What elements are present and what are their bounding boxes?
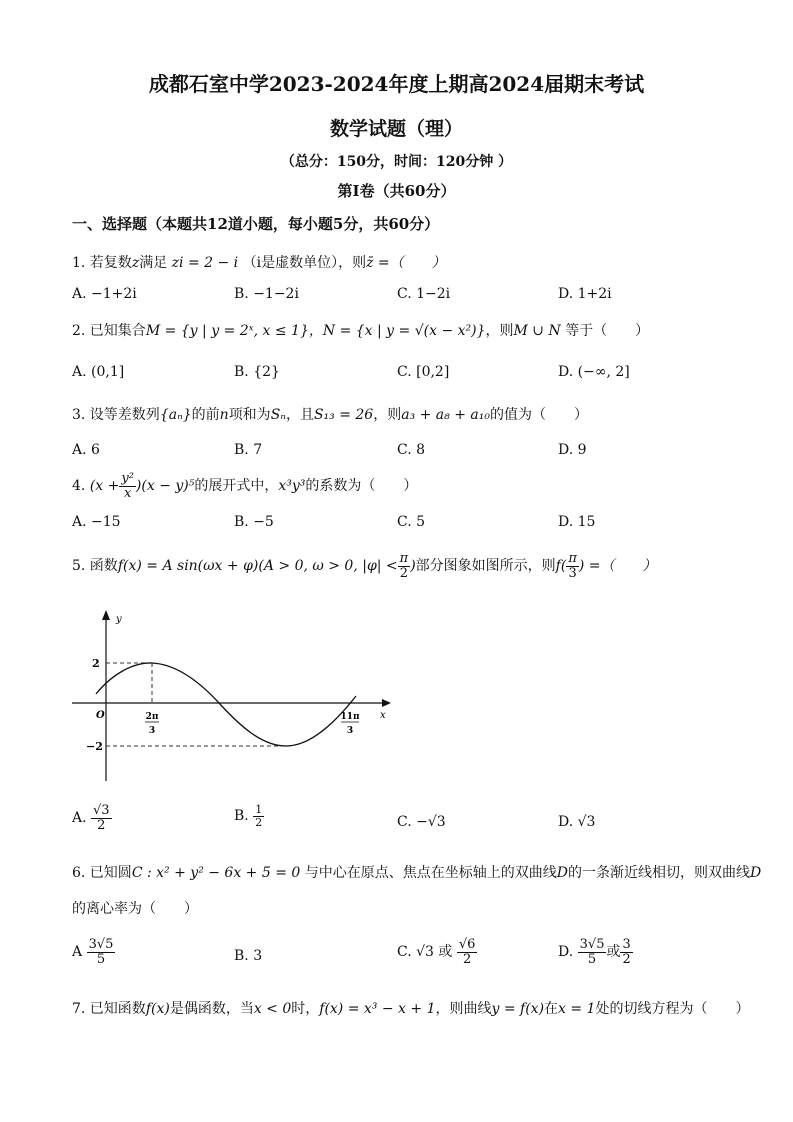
q6-option-c	[397, 938, 477, 966]
q4-expr-prefix: (x +	[89, 478, 120, 495]
q5-cond-a: (A > 0, ω > 0, |φ| <	[258, 558, 398, 575]
q5-cond-b: )	[410, 558, 416, 575]
q4-frac-den: x	[123, 485, 132, 501]
q4-frac-num: y²	[121, 471, 134, 486]
q5-ask-fraction	[566, 552, 579, 580]
q5-sine-curve	[96, 663, 356, 746]
q3-option-a: A. 6	[72, 442, 100, 458]
q6-option-d-prefix: D.	[558, 944, 574, 961]
q3-text-e: ，则	[373, 407, 402, 423]
q5-option-d: D. √3	[558, 814, 596, 830]
q1-option-c: C. 1−2i	[397, 286, 451, 302]
question-5	[72, 552, 657, 580]
q5-y-max-label: 2	[92, 657, 100, 670]
q6-option-a-fraction	[87, 938, 116, 966]
q1-option-a: A. −1+2i	[72, 286, 137, 302]
exam-part: 第Ⅰ卷（共60分）	[337, 182, 456, 200]
q5-option-b	[234, 804, 264, 828]
q6-option-d-den-2: 2	[622, 951, 631, 967]
q3-condition: S₁₃ = 26	[313, 407, 374, 423]
q6-option-d-den-1: 5	[587, 951, 597, 967]
q6-option-d-fraction-2	[620, 938, 632, 966]
q5-x1-den: 3	[148, 726, 156, 736]
q2-option-d: D. (−∞, 2]	[558, 364, 630, 380]
question-3	[72, 404, 588, 424]
exam-subject: 数学试题（理）	[329, 118, 463, 140]
q5-x-axis-label: x	[380, 710, 386, 721]
q5-option-b-prefix: B.	[234, 808, 249, 825]
q7-fx: f(x)	[145, 1001, 170, 1017]
q7-definition: f(x) = x³ − x + 1	[319, 1001, 436, 1017]
q6-line-2: 的离心率为（ ）	[72, 901, 198, 917]
q6-option-d-num-1: 3√5	[579, 937, 605, 952]
q7-condition: x < 0	[253, 1001, 292, 1017]
q7-text-d: ，则曲线	[435, 1001, 492, 1017]
q6-option-c-fraction	[457, 938, 478, 966]
q6-d2: D	[750, 865, 762, 881]
q3-text-f: 的值为（ ）	[489, 407, 588, 423]
q7-point: x = 1	[558, 1001, 596, 1017]
q4-option-a: A. −15	[72, 514, 121, 530]
q1-option-d: D. 1+2i	[558, 286, 612, 302]
q5-text-b: 部分图象如图所示，则	[415, 558, 556, 575]
q2-text-b: ，则	[485, 323, 514, 339]
q6-text-b: 与中心在原点、焦点在坐标轴上的双曲线	[304, 865, 557, 881]
q6-d1: D	[556, 865, 568, 881]
q2-option-b: B. {2}	[234, 364, 280, 380]
q1-text-c: （i是虚数单位），则	[242, 255, 367, 271]
q5-function: f(x) = A sin(ωx + φ)	[117, 558, 259, 575]
q5-option-a-prefix: A.	[72, 810, 87, 827]
question-2	[72, 320, 649, 340]
q3-option-d: D. 9	[558, 442, 587, 458]
q7-text-b: 是偶函数，当	[169, 1001, 254, 1017]
q4-term: x³y³	[278, 478, 306, 495]
section-heading: 一、选择题（本题共12道小题，每小题5分，共60分）	[72, 215, 440, 233]
question-1	[72, 252, 446, 272]
q6-text-a: 6. 已知圆	[72, 865, 132, 881]
q6-option-a	[72, 938, 115, 966]
q5-option-b-num: 1	[255, 803, 263, 816]
q5-origin-label: O	[96, 710, 105, 721]
q6-option-d-num-2: 3	[622, 937, 631, 952]
q4-option-b: B. −5	[234, 514, 274, 530]
q7-text-e: 在	[544, 1001, 559, 1017]
q5-option-a-num: √3	[93, 803, 110, 818]
q7-curve: y = f(x)	[491, 1001, 545, 1017]
q5-cond-fraction	[398, 552, 411, 580]
q5-y-axis-label: y	[116, 614, 122, 625]
q5-cond-num: π	[399, 551, 409, 566]
q3-expression: a₃ + a₈ + a₁₀	[401, 407, 490, 423]
q1-text-b: 满足	[139, 255, 168, 271]
q5-y-min-label: −2	[86, 740, 103, 753]
q2-union: M ∪ N	[513, 323, 561, 339]
q6-option-b: B. 3	[234, 948, 263, 964]
q2-text-a: 2. 已知集合	[72, 323, 146, 339]
q6-circle: C : x² + y² − 6x + 5 = 0	[131, 865, 301, 881]
q6-option-d-or: 或	[606, 944, 621, 961]
q5-sine-graph	[64, 606, 394, 786]
q6-option-c-num: √6	[458, 937, 476, 952]
q4-text-b: 的展开式中，	[194, 478, 279, 495]
q7-text-c: 时，	[291, 1001, 320, 1017]
q7-text-a: 7. 已知函数	[72, 1001, 146, 1017]
q5-x2-den: 3	[346, 726, 354, 736]
question-7	[72, 998, 749, 1018]
q3-text-b: 的前	[191, 407, 220, 423]
q5-option-b-den: 2	[255, 815, 263, 829]
q6-option-d-fraction-1	[578, 938, 607, 966]
q6-option-c-den: 2	[463, 951, 472, 967]
exam-info: （总分：150分，时间：120分钟 ）	[280, 154, 513, 170]
q6-option-a-num: 3√5	[88, 937, 114, 952]
q5-ask-a: f(	[555, 558, 567, 575]
q7-text-f: 处的切线方程为（ ）	[595, 1001, 750, 1017]
q5-ask-b: ) =（ ）	[578, 558, 657, 575]
q6-option-c-prefix: C. √3 或	[397, 944, 453, 961]
q4-option-d: D. 15	[558, 514, 596, 530]
q2-option-c: C. [0,2]	[397, 364, 450, 380]
q4-text-c: 的系数为（ ）	[305, 478, 418, 495]
q2-text-c: 等于（ ）	[565, 323, 650, 339]
q3-option-c: C. 8	[397, 442, 426, 458]
q3-n: n	[219, 407, 229, 423]
q6-option-a-den: 5	[96, 951, 106, 967]
q3-text-c: 项和为	[228, 407, 271, 423]
q3-option-b: B. 7	[234, 442, 263, 458]
q5-option-a-den: 2	[97, 817, 106, 833]
q1-var: z	[131, 255, 140, 271]
q4-text-a: 4.	[72, 478, 86, 495]
q6-text-c: 的一条渐近线相切，则双曲线	[568, 865, 750, 881]
q5-x2-num: 11π	[340, 712, 360, 722]
q5-ask-num: π	[568, 551, 577, 566]
q5-option-c: C. −√3	[397, 814, 446, 830]
q5-ask-den: 3	[568, 565, 577, 581]
q5-cond-den: 2	[399, 565, 409, 581]
q2-option-a: A. (0,1]	[72, 364, 125, 380]
q6-option-a-prefix: A	[72, 944, 83, 961]
q6-option-d	[558, 938, 633, 966]
q3-sequence: {aₙ}	[159, 407, 192, 423]
q5-x1-num: 2π	[145, 712, 159, 722]
q5-option-a	[72, 804, 112, 832]
q3-text-d: ，且	[285, 407, 314, 423]
q5-option-a-fraction	[91, 804, 112, 832]
q5-option-b-fraction	[253, 804, 264, 828]
q3-sn: Sₙ	[270, 407, 286, 423]
q4-option-c: C. 5	[397, 514, 426, 530]
q4-fraction	[119, 472, 136, 500]
exam-title: 成都石室中学2023-2024年度上期高2024届期末考试	[148, 72, 645, 96]
q2-set-m: M = {y | y = 2ˣ, x ≤ 1}	[145, 323, 309, 339]
q4-expr-suffix: )(x − y)⁵	[135, 478, 195, 495]
q1-equation: zi = 2 − i	[171, 255, 239, 271]
q2-set-n: ，N = {x | y = √(x − x²)}	[308, 323, 486, 339]
q3-text-a: 3. 设等差数列	[72, 407, 160, 423]
q5-text-a: 5. 函数	[72, 558, 118, 575]
q1-ask: z̄ =（ ）	[366, 255, 446, 271]
q1-option-b: B. −1−2i	[234, 286, 299, 302]
q1-text-a: 1. 若复数	[72, 255, 132, 271]
question-4	[72, 472, 417, 500]
question-6	[72, 862, 761, 882]
